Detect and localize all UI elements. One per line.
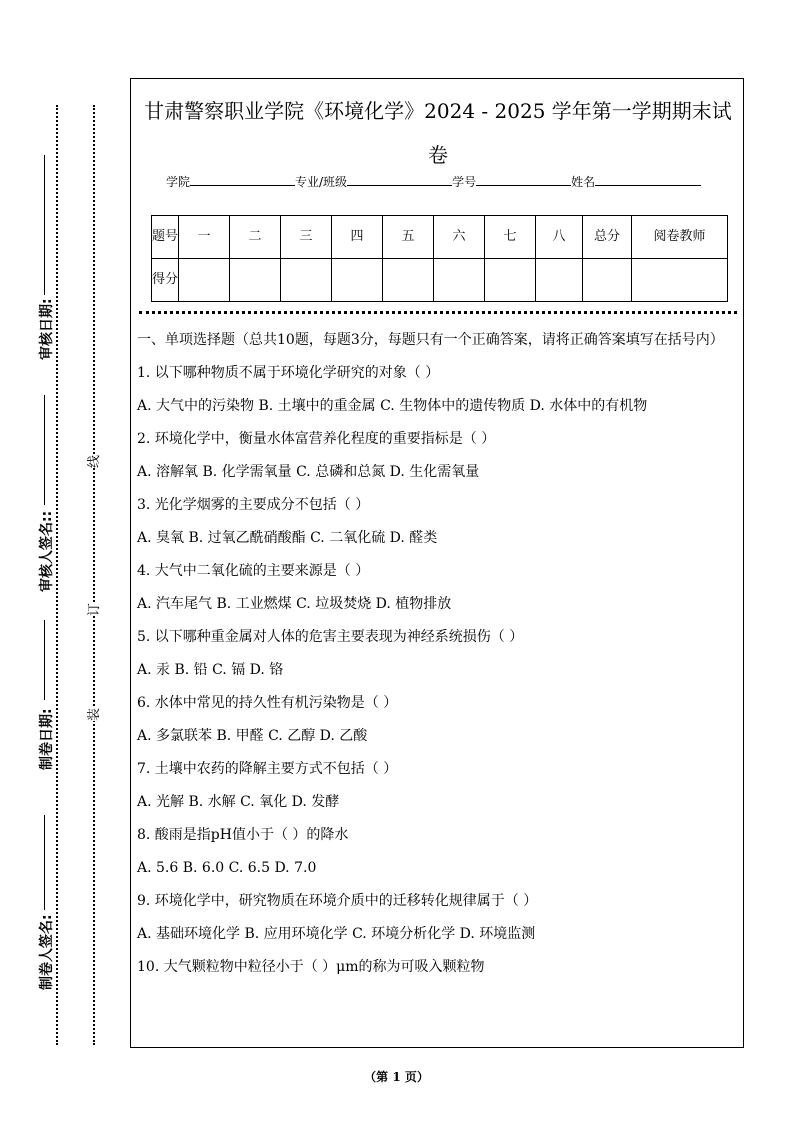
binding-dotted-line-inner — [93, 105, 95, 1045]
student-id-label: 学号 — [452, 175, 477, 189]
col-total: 总分 — [583, 216, 632, 259]
header-label-cell: 题号 — [152, 216, 179, 259]
col-1: 一 — [179, 216, 230, 259]
maker-date-label: 制卷日期: — [39, 708, 55, 770]
score-cell-7[interactable] — [485, 259, 536, 302]
question-4-options: A. 汽车尾气 B. 工业燃煤 C. 垃圾焚烧 D. 植物排放 — [137, 596, 452, 612]
major-field[interactable] — [347, 173, 452, 186]
question-3: 3. 光化学烟雾的主要成分不包括（ ） — [137, 497, 370, 513]
maker-sign-label: 制卷人签名: — [39, 914, 55, 990]
reviewer-date-underline — [44, 155, 45, 295]
college-field[interactable] — [190, 173, 295, 186]
maker-date-underline — [44, 620, 45, 700]
col-7: 七 — [485, 216, 536, 259]
score-cell-3[interactable] — [281, 259, 332, 302]
binding-dotted-line — [56, 105, 58, 1045]
question-8-options: A. 5.6 B. 6.0 C. 6.5 D. 7.0 — [137, 860, 317, 876]
reviewer-sign-label: 审核人签名:: — [39, 510, 55, 592]
question-9: 9. 环境化学中，研究物质在环境介质中的迁移转化规律属于（ ） — [137, 893, 538, 909]
exam-title — [131, 89, 745, 177]
question-content — [137, 329, 741, 989]
question-7-options: A. 光解 B. 水解 C. 氧化 D. 发酵 — [137, 794, 340, 810]
question-4: 4. 大气中二氧化硫的主要来源是（ ） — [137, 563, 370, 579]
reviewer-date-label: 审核日期: — [39, 298, 55, 360]
col-4: 四 — [332, 216, 383, 259]
question-5-options: A. 汞 B. 铅 C. 镉 D. 铬 — [137, 662, 284, 678]
score-cell-total[interactable] — [583, 259, 632, 302]
score-table-header-row — [152, 216, 728, 259]
question-9-options: A. 基础环境化学 B. 应用环境化学 C. 环境分析化学 D. 环境监测 — [137, 926, 536, 942]
question-10: 10. 大气颗粒物中粒径小于（ ）μm的称为可吸入颗粒物 — [137, 959, 485, 975]
question-1: 1. 以下哪种物质不属于环境化学研究的对象（ ） — [137, 365, 440, 381]
score-table-score-row — [152, 259, 728, 302]
score-cell-6[interactable] — [434, 259, 485, 302]
maker-sign-underline — [44, 815, 45, 910]
student-id-field[interactable] — [476, 173, 571, 186]
question-6: 6. 水体中常见的持久性有机污染物是（ ） — [137, 695, 398, 711]
exam-frame — [130, 78, 744, 1048]
name-label: 姓名 — [571, 175, 596, 189]
question-1-options: A. 大气中的污染物 B. 土壤中的重金属 C. 生物体中的遗传物质 D. 水体中的有机物 — [137, 398, 648, 414]
score-cell-2[interactable] — [230, 259, 281, 302]
question-8: 8. 酸雨是指pH值小于（ ）的降水 — [137, 827, 349, 843]
major-label: 专业/班级 — [295, 175, 348, 189]
question-7: 7. 土壤中农药的降解主要方式不包括（ ） — [137, 761, 398, 777]
col-6: 六 — [434, 216, 485, 259]
college-label: 学院 — [166, 175, 191, 189]
binding-char-zhuang: 装 — [83, 708, 102, 721]
exam-title-line1: 甘肃警察职业学院《环境化学》2024 - 2025 学年第一学期期末试 — [144, 99, 732, 123]
question-5: 5. 以下哪种重金属对人体的危害主要表现为神经系统损伤（ ） — [137, 629, 524, 645]
col-3: 三 — [281, 216, 332, 259]
question-6-options: A. 多氯联苯 B. 甲醛 C. 乙醇 D. 乙酸 — [137, 728, 368, 744]
question-2-options: A. 溶解氧 B. 化学需氧量 C. 总磷和总氮 D. 生化需氧量 — [137, 464, 480, 480]
section1-heading: 一、单项选择题（总共10题，每题3分，每题只有一个正确答案，请将正确答案填写在括号内） — [137, 332, 724, 348]
score-cell-1[interactable] — [179, 259, 230, 302]
binding-char-xian: 线 — [83, 455, 102, 468]
score-cell-4[interactable] — [332, 259, 383, 302]
name-field[interactable] — [595, 173, 701, 186]
score-cell-8[interactable] — [536, 259, 583, 302]
score-cell-5[interactable] — [383, 259, 434, 302]
col-2: 二 — [230, 216, 281, 259]
binding-char-ding: 订 — [83, 603, 102, 616]
col-5: 五 — [383, 216, 434, 259]
col-8: 八 — [536, 216, 583, 259]
section-separator — [139, 311, 737, 314]
col-grader: 阅卷教师 — [632, 216, 728, 259]
reviewer-sign-underline — [44, 395, 45, 505]
student-info-row — [166, 173, 701, 190]
exam-title-line2: 卷 — [428, 143, 448, 167]
score-cell-grader[interactable] — [632, 259, 728, 302]
score-label-cell: 得分 — [152, 259, 179, 302]
score-table — [151, 215, 728, 302]
page-number: （第 1 页） — [364, 1070, 429, 1084]
binding-margin — [0, 0, 130, 1060]
question-3-options: A. 臭氧 B. 过氧乙酰硝酸酯 C. 二氧化硫 D. 醛类 — [137, 530, 438, 546]
question-2: 2. 环境化学中，衡量水体富营养化程度的重要指标是（ ） — [137, 431, 496, 447]
